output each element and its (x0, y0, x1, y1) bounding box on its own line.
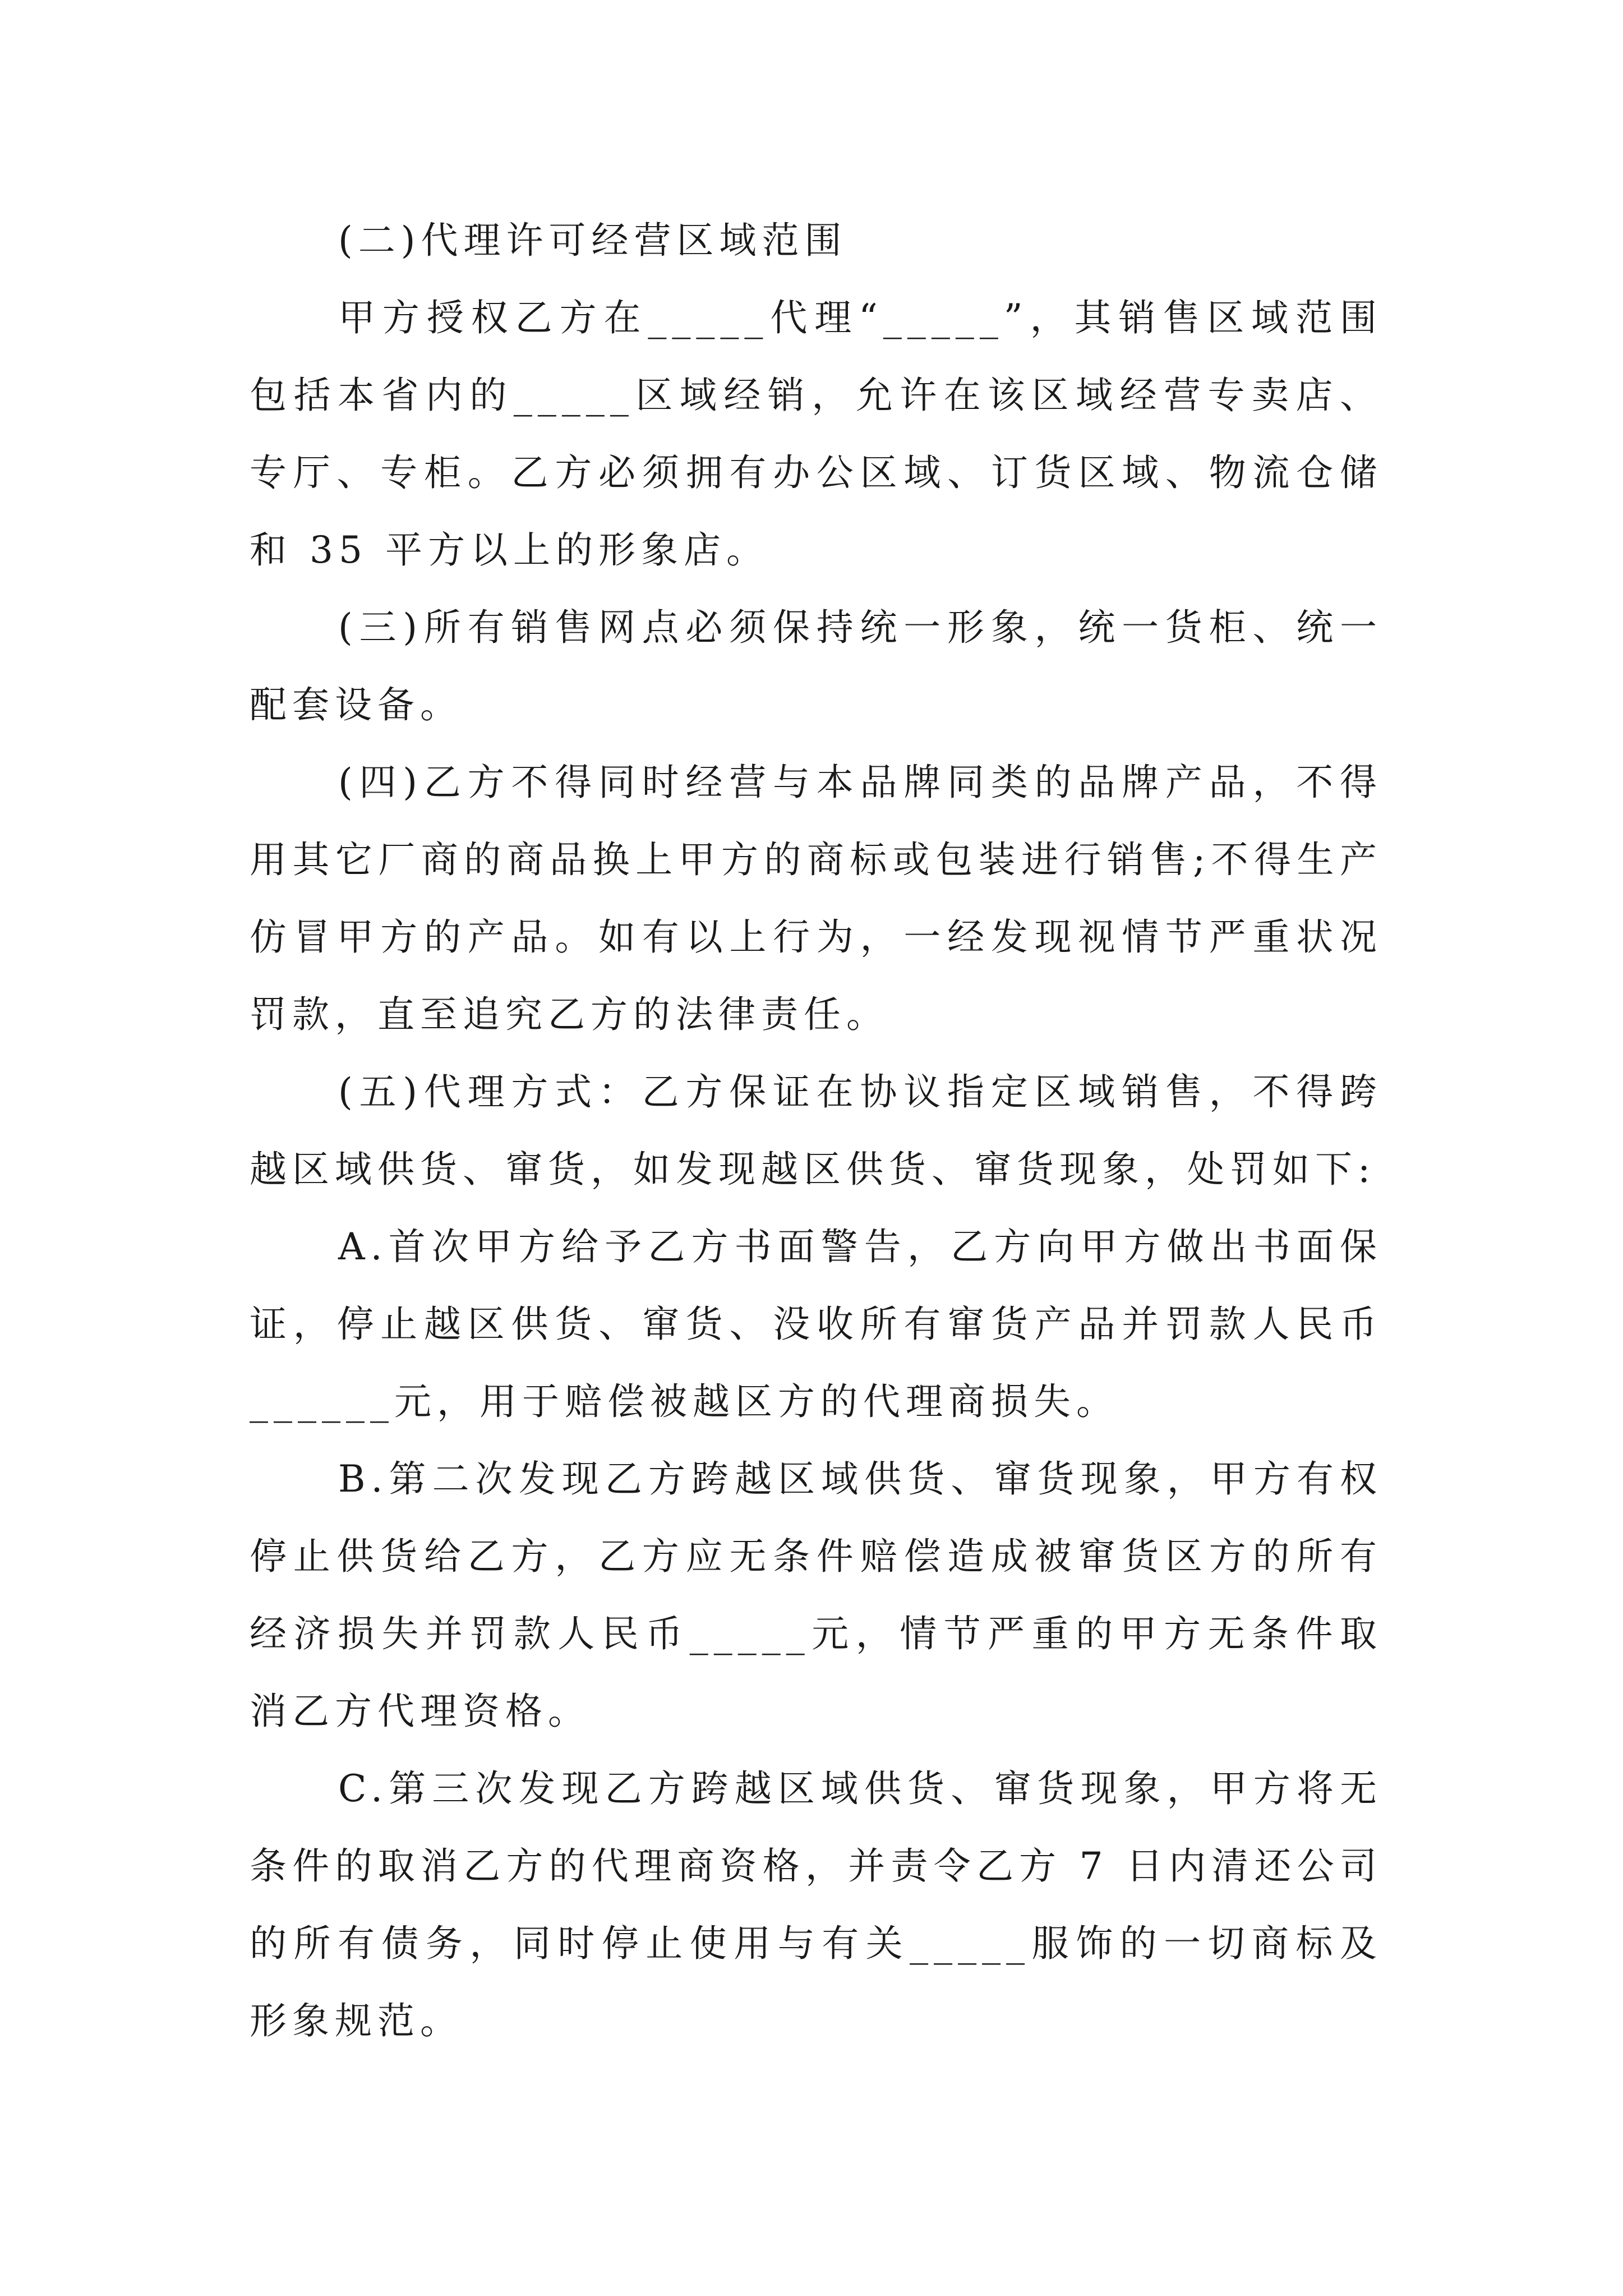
paragraph-prohibitions: (四)乙方不得同时经营与本品牌同类的品牌产品，不得用其它厂商的商品换上甲方的商标或包装进行销售;不得生产仿冒甲方的产品。如有以上行为，一经发现视情节严重状况罚款，直至追究乙方的法律责任。 (250, 761, 1382, 1036)
paragraph-penalty-second: B.第二次发现乙方跨越区域供货、窜货现象，甲方有权停止供货给乙方，乙方应无条件赔偿造成被窜货区方的所有经济损失并罚款人民币_____元，情节严重的甲方无条件取消乙方代理资格。 (250, 1457, 1382, 1733)
paragraph-agency-method: (五)代理方式：乙方保证在协议指定区域销售，不得跨越区域供货、窜货，如发现越区供货、窜货现象，处罚如下: (250, 1070, 1382, 1191)
paragraph-penalty-first: A.首次甲方给予乙方书面警告，乙方向甲方做出书面保证，停止越区供货、窜货、没收所有窜货产品并罚款人民币______元，用于赔偿被越区方的代理商损失。 (250, 1225, 1382, 1423)
paragraph-authorization: 甲方授权乙方在_____代理“_____”，其销售区域范围包括本省内的_____区域经销，允许在该区域经营专卖店、专厅、专柜。乙方必须拥有办公区域、订货区域、物流仓储和 35 平方以上的形象店。 (250, 296, 1382, 572)
paragraph-scope-heading: (二)代理许可经营区域范围 (338, 219, 847, 262)
document-body (250, 202, 1382, 2060)
paragraph-unified-image: (三)所有销售网点必须保持统一形象，统一货柜、统一配套设备。 (250, 606, 1382, 726)
paragraph-penalty-third: C.第三次发现乙方跨越区域供货、窜货现象，甲方将无条件的取消乙方的代理商资格，并责令乙方 7 日内清还公司的所有债务，同时停止使用与有关_____服饰的一切商标及形象规范。 (250, 1767, 1382, 2042)
